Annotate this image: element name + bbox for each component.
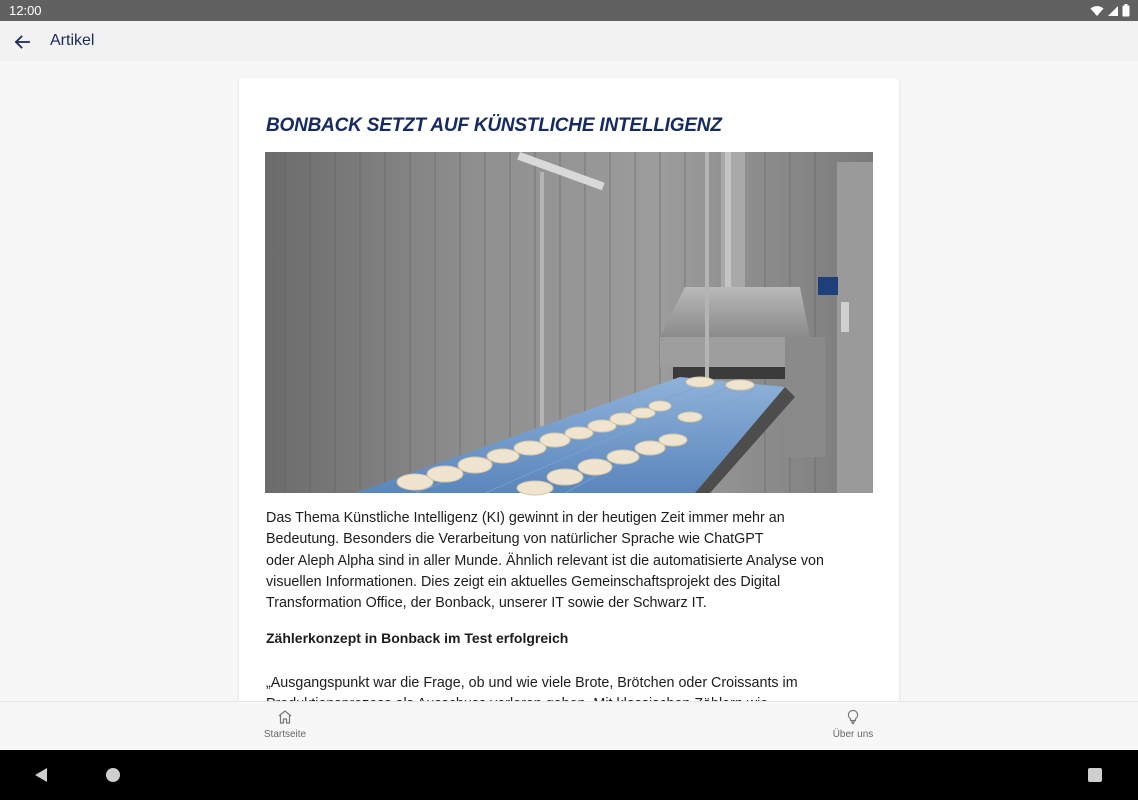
status-bar: [0, 0, 1138, 21]
battery-icon: [1122, 4, 1130, 17]
signal-icon: [1107, 5, 1119, 17]
app-bar: [0, 21, 1138, 61]
bottom-navigation: [0, 701, 1138, 750]
back-button[interactable]: [10, 30, 34, 54]
app-title: Artikel: [50, 32, 95, 49]
article-subheading: Zählerkonzept in Bonback im Test erfolgreich: [266, 630, 569, 646]
house-icon: [277, 709, 293, 725]
article-quote-paragraph: „Ausgangspunkt war die Frage, ob und wie viele Brote, Brötchen oder Croissants im: [266, 675, 798, 691]
nav-home-label: Startseite: [263, 729, 307, 740]
article-intro-paragraph: Das Thema Künstliche Intelligenz (KI) gewinnt in der heutigen Zeit immer mehr an Bedeutung. Besonders die Verarbeitung von natürlicher Sprache wie ChatGPT oder Aleph Alpha sind in aller Munde. Ähnlich relevant ist die automatisierte Analyse von visuellen Informationen. Dies zeigt ein aktuelles Gemeinschaftsprojekt des Digital Transformation Office, der Bonback, unserer IT sowie der Schwarz IT.: [266, 510, 824, 612]
nav-about-button[interactable]: [813, 709, 893, 740]
article-headline: BONBACK SETZT AUF KÜNSTLICHE INTELLIGENZ: [266, 115, 722, 136]
arrow-left-icon: [14, 34, 30, 50]
bakery-conveyor-illustration: [265, 152, 873, 493]
status-time: 12:00: [9, 3, 42, 18]
content-area[interactable]: [0, 61, 1138, 701]
status-icons: [1090, 4, 1130, 17]
article-card: [239, 78, 899, 778]
nav-about-label: Über uns: [832, 729, 874, 740]
system-back-icon[interactable]: [33, 767, 49, 783]
article-hero-image: [265, 152, 873, 493]
lightbulb-icon: [845, 709, 861, 725]
nav-home-button[interactable]: [245, 709, 325, 740]
system-recents-icon[interactable]: [1088, 768, 1102, 782]
system-navigation-bar: [0, 750, 1138, 800]
system-home-icon[interactable]: [106, 768, 120, 782]
wifi-icon: [1090, 5, 1104, 17]
